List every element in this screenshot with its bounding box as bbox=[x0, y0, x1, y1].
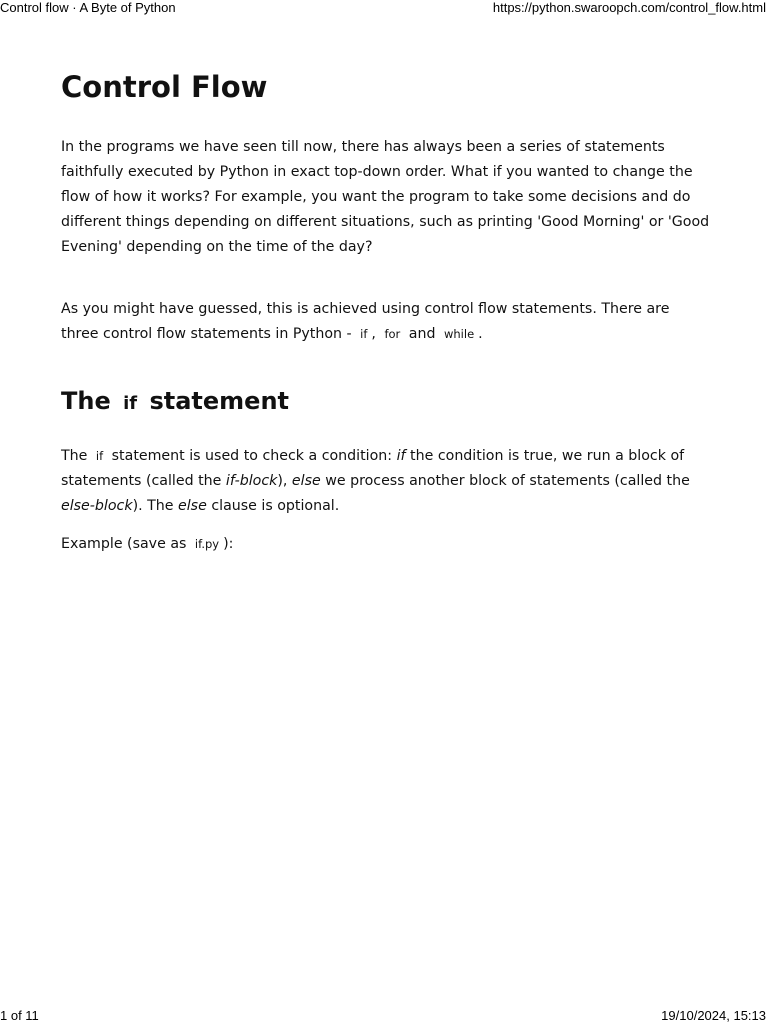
description-text: statement is used to check a condition: bbox=[107, 448, 397, 464]
if-statement-description bbox=[61, 444, 711, 519]
heading-text: The bbox=[61, 387, 111, 415]
code-for: for bbox=[384, 327, 401, 341]
example-text: ): bbox=[223, 536, 234, 552]
control-flow-statements-paragraph bbox=[61, 297, 711, 347]
heading-code-if: if bbox=[123, 393, 138, 414]
period-text: . bbox=[478, 326, 483, 342]
separator-text: , bbox=[371, 326, 381, 342]
description-text: The bbox=[61, 448, 92, 464]
example-caption bbox=[61, 532, 711, 557]
description-text: ). The bbox=[132, 498, 179, 514]
heading-text: statement bbox=[149, 387, 290, 415]
description-text: ), bbox=[277, 473, 292, 489]
statements-text: As you might have guessed, this is achieved using control flow statements. There are three control flow statements in Python - bbox=[61, 301, 670, 342]
code-if: if bbox=[95, 449, 104, 463]
print-header bbox=[0, 0, 768, 16]
description-text: the condition is true, we run a block of statements (called the bbox=[61, 448, 685, 489]
em-else-block: else-block bbox=[61, 498, 133, 514]
print-footer bbox=[0, 1008, 768, 1024]
intro-paragraph: In the programs we have seen till now, there has always been a series of statements faithfully executed by Python in exact top-down order. What if you wanted to change the flow of how it works? For example, you want the program to take some decisions and do different things depending on different situations, such as printing 'Good Morning' or 'Good Evening' depending on the time of the day? bbox=[61, 139, 710, 255]
page-title: Control Flow bbox=[61, 70, 268, 104]
example-filename: if.py bbox=[194, 537, 220, 551]
print-header-url[interactable]: https://python.swaroopch.com/control_flow.html bbox=[492, 0, 766, 15]
print-datetime: 19/10/2024, 15:13 bbox=[661, 1008, 766, 1023]
code-if: if bbox=[360, 327, 368, 341]
example-text: Example (save as bbox=[61, 536, 191, 552]
em-if-block: if-block bbox=[225, 473, 278, 489]
description-text: clause is optional. bbox=[206, 498, 340, 514]
code-while: while bbox=[443, 327, 475, 341]
description-text: we process another block of statements (called the bbox=[320, 473, 690, 489]
print-header-title: Control flow · A Byte of Python bbox=[0, 0, 176, 15]
em-else: else bbox=[178, 498, 207, 514]
section-heading-if-statement bbox=[61, 383, 289, 422]
em-if: if bbox=[396, 448, 406, 464]
page-number: 1 of 11 bbox=[0, 1008, 39, 1023]
separator-text: and bbox=[404, 326, 440, 342]
em-else: else bbox=[291, 473, 321, 489]
